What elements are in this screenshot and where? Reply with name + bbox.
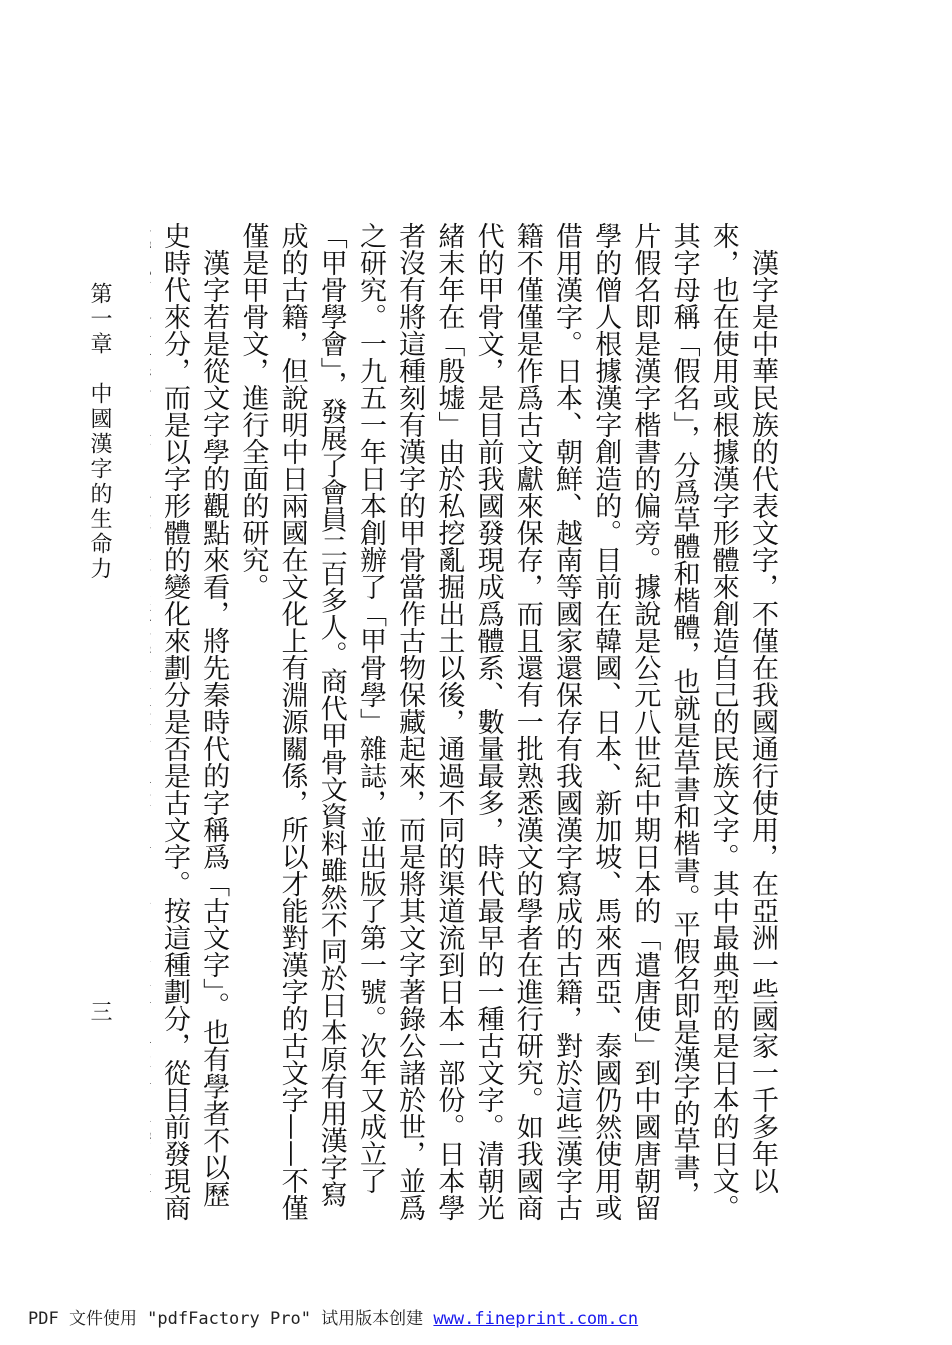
page-number: 三 (87, 1000, 112, 1022)
paragraph-1: 漢字是中華民族的代表文字，不僅在我國通行使用，在亞洲一些國家一千多年以來，也在使用或根據漢字形體來創造自己的民族文字。其中最典型的是日本的日文。其字母稱「假名」，分爲草體和楷體，也就是草書和楷書。平假名即是漢字的草書，片假名即是漢字楷書的偏旁。據說是公元八世紀中期日本的「遣唐使」到中國唐朝留學的僧人根據漢字創造的。目前在韓國、日本、新加坡、馬來西亞、泰國仍然使用或借用漢字。日本、朝鮮、越南等國家還保存有我國漢字寫成的古籍，對於這些漢字古籍不僅僅是作爲古文獻來保存，而且還有一批熟悉漢文的學者在進行研究。如我國商代的甲骨文，是目前我國發現成爲體系、數量最多，時代最早的一種古文字。清朝光緒末年在「殷墟」由於私挖亂掘出土以後，通過不同的渠道流到日本一部份。日本學者沒有將這種刻有漢字的甲骨當作古物保藏起來，而是將其文字著錄公諸於世，並爲之研究。一九五一年日本創辦了「甲骨學」雜誌，並出版了第一號。次年又成立了「甲骨學會」，發展了會員二百多人。商代甲骨文資料雖然不同於日本原有用漢字寫成的古籍，但說明中日兩國在文化上有淵源關係，所以才能對漢字的古文字——不僅僅是甲骨文，進行全面的研究。 (237, 222, 778, 1221)
body-text (150, 222, 782, 1222)
pdf-footer (28, 1308, 638, 1330)
running-head: 第一章 中國漢字的生命力 (87, 282, 112, 582)
paragraph-2: 漢字若是從文字學的觀點來看，將先秦時代的字稱爲「古文字」。也有學者不以歷史時代來分，而是以字形體的變化來劃分是否是古文字。按這種劃分，從目前發現商 (158, 222, 230, 1221)
footer-text: PDF 文件使用 "pdfFactory Pro" 试用版本创建 (28, 1309, 434, 1329)
footer-link[interactable]: www.fineprint.com.cn (433, 1309, 639, 1329)
